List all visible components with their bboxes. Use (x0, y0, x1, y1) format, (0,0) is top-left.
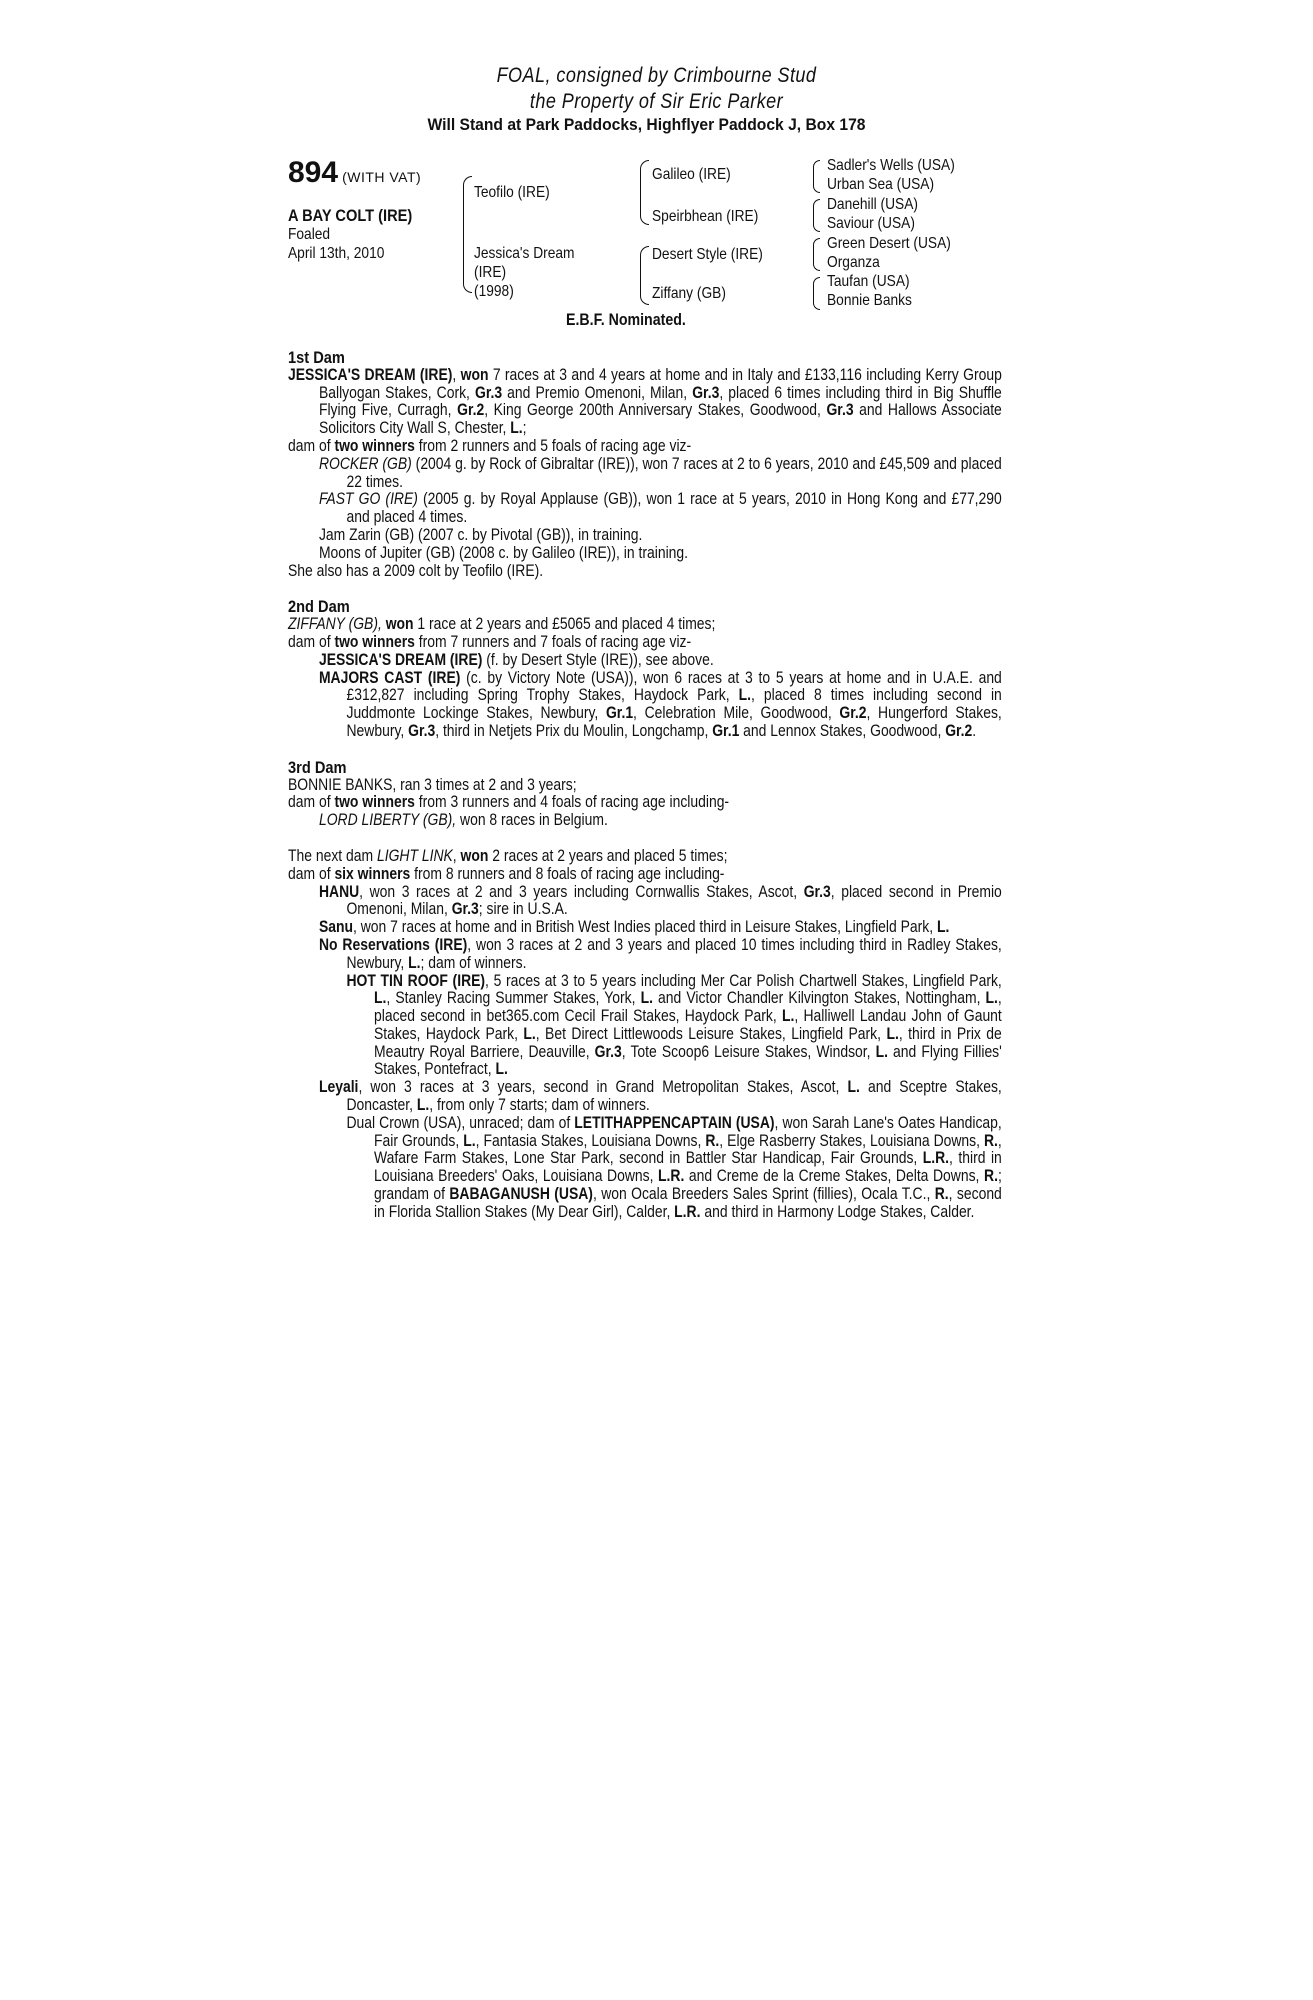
first-dam-heading: 1st Dam (288, 348, 345, 367)
third-dam-heading: 3rd Dam (288, 757, 347, 777)
produce-2009-colt: She also has a 2009 colt by Teofilo (IRE). (288, 561, 544, 580)
catalogue-body (288, 349, 1002, 1222)
produce-sanu: Sanu, won 7 races at home and in British West Indies placed third in Leisure Stakes, Lingfield Park, L. (318, 918, 950, 937)
second-dam-heading: 2nd Dam (288, 597, 350, 617)
brace-gen3c-bottom (813, 254, 820, 271)
pedigree-ggs-3: Danehill (USA) (827, 196, 918, 213)
header-stand: Will Stand at Park Paddocks, Highflyer Paddock J, Box 178 (427, 115, 866, 134)
pedigree-gs1: Galileo (IRE) (652, 166, 731, 183)
produce-rocker: ROCKER (GB) (2004 g. by Rock of Gibraltar (IRE)), won 7 races at 2 to 6 years, 2010 and £45,509 and placed 22 times. (318, 454, 1002, 491)
pedigree-ggs-7: Taufan (USA) (827, 273, 910, 290)
produce-lord-liberty: LORD LIBERTY (GB), won 8 races in Belgium. (318, 811, 608, 830)
produce-leyali: Leyali, won 3 races at 3 years, second in Grand Metropolitan Stakes, Ascot, L. and Sceptre Stakes, Doncaster, L., from only 7 starts; dam of winners. (318, 1078, 1002, 1115)
header-consignor: FOAL, consigned by Crimbourne Stud (496, 64, 817, 87)
brace-sire-top (463, 176, 472, 233)
produce-jessicas-dream: JESSICA'S DREAM (IRE) (f. by Desert Style (IRE)), see above. (318, 650, 714, 669)
brace-gen3b-top (813, 199, 820, 216)
lot-number: 894 (288, 156, 339, 189)
header-property: the Property of Sir Eric Parker (529, 90, 784, 113)
brace-gen3d-top (813, 277, 820, 294)
pedigree-ggs-1: Sadler's Wells (USA) (827, 157, 955, 174)
produce-no-reservations: No Reservations (IRE), won 3 races at 2 and 3 years and placed 10 times including third in Radley Stakes, Newbury, L.; dam of winners. (318, 935, 1002, 972)
pedigree-gs2: Desert Style (IRE) (652, 246, 763, 263)
lot-name: A BAY COLT (IRE) (288, 206, 413, 225)
pedigree-dam-line1: Jessica's Dream (474, 245, 575, 262)
ebf-nominated: E.B.F. Nominated. (566, 311, 686, 329)
produce-fast-go: FAST GO (IRE) (2005 g. by Royal Applause (GB)), won 1 race at 5 years, 2010 in Hong Kong and £77,290 and placed 4 times. (318, 490, 1002, 527)
vat-note: (WITH VAT) (342, 169, 422, 185)
produce-majors-cast: MAJORS CAST (IRE) (c. by Victory Note (USA)), won 6 races at 3 to 5 years at home and in U.A.E. and £312,827 including Spring Trophy Stakes, Haydock Park, L., placed 8 times including second in Juddmonte Lockinge Stakes, Newbury, Gr.1, Celebration Mile, Goodwood, Gr.2, Hungerford Stakes, Newbury, Gr.3, third in Netjets Prix du Moulin, Longchamp, Gr.1 and Lennox Stakes, Goodwood, Gr.2. (318, 668, 1002, 740)
brace-gen3c-top (813, 238, 820, 255)
brace-gen3d-bottom (813, 293, 820, 310)
pedigree-ggs-5: Green Desert (USA) (827, 235, 951, 252)
pedigree-sire: Teofilo (IRE) (474, 184, 550, 201)
first-dam-paragraph: JESSICA'S DREAM (IRE), won 7 races at 3 and 4 years at home and in Italy and £133,116 including Kerry Group Ballyogan Stakes, Cork, Gr.3 and Premio Omenoni, Milan, Gr.3, placed 6 times including third in Big Shuffle Flying Five, Curragh, Gr.2, King George 200th Anniversary Stakes, Goodwood, Gr.3 and Hallows Associate Solicitors City Wall S, Chester, L.; (288, 365, 1002, 438)
produce-moons-of-jupiter: Moons of Jupiter (GB) (2008 c. by Galileo (IRE)), in training. (318, 543, 689, 562)
pedigree-ggs-4: Saviour (USA) (827, 215, 915, 232)
second-dam-produce-intro: dam of two winners from 7 runners and 7 foals of racing age viz- (288, 632, 692, 651)
second-dam-paragraph: ZIFFANY (GB), won 1 race at 2 years and £5065 and placed 4 times; (288, 615, 716, 634)
next-dam-produce-intro: dam of six winners from 8 runners and 8 foals of racing age including- (288, 864, 725, 883)
brace-gen2b-top (640, 246, 649, 273)
pedigree-dam-line2: (IRE) (474, 264, 507, 281)
brace-gen2a-bottom (640, 196, 649, 225)
first-dam-produce-intro: dam of two winners from 2 runners and 5 foals of racing age viz- (288, 436, 692, 455)
lot-number-block (288, 156, 421, 190)
pedigree-gd1: Speirbhean (IRE) (652, 208, 759, 225)
pedigree-ggs-6: Organza (827, 254, 880, 271)
brace-sire-bottom (463, 232, 472, 293)
pedigree-ggs-2: Urban Sea (USA) (827, 176, 935, 193)
pedigree-gd2: Ziffany (GB) (652, 285, 726, 302)
produce-jam-zarin: Jam Zarin (GB) (2007 c. by Pivotal (GB)), in training. (318, 525, 643, 544)
third-dam-produce-intro: dam of two winners from 3 runners and 4 foals of racing age including- (288, 793, 730, 812)
brace-gen2a-top (640, 160, 649, 197)
brace-gen3b-bottom (813, 215, 820, 232)
foaled-label: Foaled (288, 226, 331, 243)
third-dam-paragraph: BONNIE BANKS, ran 3 times at 2 and 3 years; (288, 775, 577, 794)
produce-hanu: HANU, won 3 races at 2 and 3 years including Cornwallis Stakes, Ascot, Gr.3, placed second in Premio Omenoni, Milan, Gr.3; sire in U.S.A. (318, 882, 1002, 919)
pedigree-ggs-8: Bonnie Banks (827, 292, 912, 309)
brace-gen3a-bottom (813, 176, 820, 193)
brace-gen2b-bottom (640, 272, 649, 305)
produce-hot-tin-roof: HOT TIN ROOF (IRE), 5 races at 3 to 5 years including Mer Car Polish Chartwell Stakes, Lingfield Park, L., Stanley Racing Summer Stakes, York, L. and Victor Chandler Kilvington Stakes, Nottingham, L., placed second in bet365.com Cecil Frail Stakes, Haydock Park, L., Halliwell Landau John of Gaunt Stakes, Haydock Park, L., Bet Direct Littlewoods Leisure Stakes, Lingfield Park, L., third in Prix de Meautry Royal Barriere, Deauville, Gr.3, Tote Scoop6 Leisure Stakes, Windsor, L. and Flying Fillies' Stakes, Pontefract, L. (346, 971, 1002, 1079)
brace-gen3a-top (813, 160, 820, 177)
produce-dual-crown: Dual Crown (USA), unraced; dam of LETITHAPPENCAPTAIN (USA), won Sarah Lane's Oates Handicap, Fair Grounds, L., Fantasia Stakes, Louisiana Downs, R., Elge Rasberry Stakes, Louisiana Downs, R., Wafare Farm Stakes, Lone Star Park, second in Battler Star Handicap, Fair Grounds, L.R., third in Louisiana Breeders' Oaks, Louisiana Downs, L.R. and Creme de la Creme Stakes, Delta Downs, R.; grandam of BABAGANUSH (USA), won Ocala Breeders Sales Sprint (fillies), Ocala T.C., R., second in Florida Stallion Stakes (My Dear Girl), Calder, L.R. and third in Harmony Lodge Stakes, Calder. (346, 1113, 1002, 1221)
next-dam-paragraph: The next dam LIGHT LINK, won 2 races at 2 years and placed 5 times; (288, 846, 728, 865)
pedigree-dam-line3: (1998) (474, 283, 514, 300)
foaled-date: April 13th, 2010 (288, 245, 385, 262)
